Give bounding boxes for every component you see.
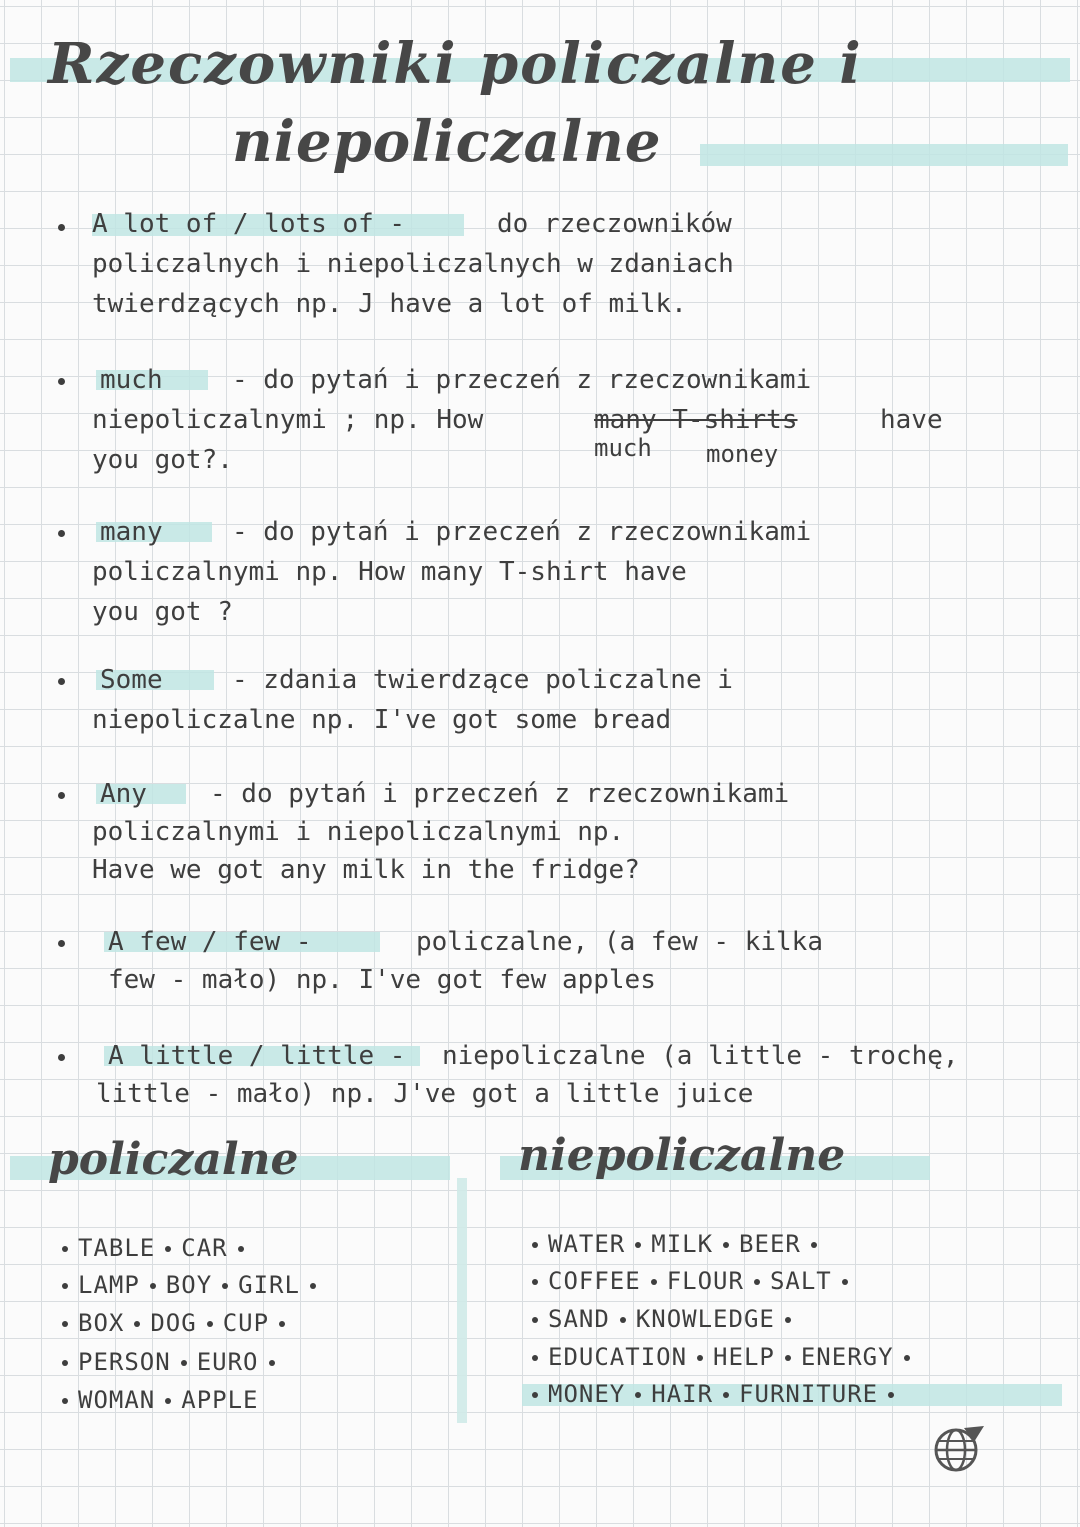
- word: DOG: [150, 1309, 197, 1337]
- bullet: [58, 1054, 65, 1061]
- separator-dot: [181, 1360, 187, 1366]
- page-title-line-2: niepoliczalne: [232, 109, 662, 175]
- separator-dot: [165, 1246, 171, 1252]
- rule-text: policzalnymi i niepoliczalnymi np.: [92, 817, 625, 847]
- word: PERSON: [78, 1348, 171, 1376]
- word-row: [62, 1231, 254, 1265]
- word: LAMP: [78, 1271, 140, 1299]
- word: MONEY: [548, 1380, 626, 1408]
- word-row: [62, 1345, 285, 1379]
- rule-text: do rzeczowników: [497, 209, 732, 239]
- globe-icon: [930, 1420, 986, 1476]
- rule-text: policzalnych i niepoliczalnych w zdaniach: [92, 249, 734, 279]
- rule-text: policzalnymi np. How many T-shirt have: [92, 557, 687, 587]
- word: BOY: [165, 1271, 213, 1299]
- separator-dot: [723, 1392, 729, 1398]
- separator-dot: [723, 1242, 729, 1248]
- word: CUP: [222, 1309, 270, 1337]
- word: EDUCATION: [548, 1343, 688, 1371]
- separator-dot: [134, 1321, 140, 1327]
- bullet: [532, 1317, 538, 1323]
- word-row: [62, 1383, 259, 1417]
- word-row: [532, 1340, 920, 1374]
- rule-keyword: many: [100, 517, 163, 547]
- word: FURNITURE: [739, 1380, 879, 1408]
- column-divider: [457, 1178, 467, 1423]
- rule-text: - do pytań i przeczeń z rzeczownikami: [232, 365, 812, 395]
- word: KNOWLEDGE: [635, 1305, 775, 1333]
- rule-text: niepoliczalnymi ; np. How: [92, 405, 484, 435]
- separator-dot: [620, 1317, 626, 1323]
- word: EURO: [196, 1348, 259, 1376]
- correction-word: much: [594, 434, 652, 462]
- word: BEER: [739, 1230, 801, 1258]
- rule-text: niepoliczalne (a little - trochę,: [442, 1041, 959, 1071]
- rule-text: few - mało) np. I've got few apples: [108, 965, 656, 995]
- word: WATER: [548, 1230, 626, 1258]
- separator-dot: [279, 1321, 285, 1327]
- separator-dot: [904, 1355, 910, 1361]
- word-row: [532, 1302, 801, 1336]
- bullet: [58, 940, 65, 947]
- rule-text: - zdania twierdzące policzalne i: [232, 665, 733, 695]
- word: WOMAN: [78, 1386, 156, 1414]
- rule-keyword: much: [100, 365, 163, 395]
- bullet: [62, 1360, 68, 1366]
- separator-dot: [651, 1279, 657, 1285]
- separator-dot: [635, 1242, 641, 1248]
- word-row: [532, 1227, 827, 1261]
- rule-text: Have we got any milk in the fridge?: [92, 855, 640, 885]
- rule-text: little - mało) np. J've got a little juice: [96, 1079, 754, 1109]
- rule-text: have: [880, 405, 943, 435]
- word: GIRL: [238, 1271, 300, 1299]
- separator-dot: [222, 1283, 228, 1289]
- separator-dot: [207, 1321, 213, 1327]
- bullet: [58, 530, 65, 537]
- bullet: [532, 1242, 538, 1248]
- separator-dot: [269, 1360, 275, 1366]
- word-row: [62, 1268, 326, 1302]
- rule-keyword: A few / few -: [108, 927, 312, 957]
- word: SAND: [548, 1305, 610, 1333]
- separator-dot: [785, 1317, 791, 1323]
- rule-keyword: A little / little -: [108, 1041, 406, 1071]
- bullet: [532, 1355, 538, 1361]
- struck-text: many T-shirts: [594, 405, 798, 435]
- word: SALT: [769, 1267, 832, 1295]
- bullet: [62, 1321, 68, 1327]
- separator-dot: [754, 1279, 760, 1285]
- word: TABLE: [78, 1234, 156, 1262]
- word: HAIR: [651, 1380, 714, 1408]
- rule-text: niepoliczalne np. I've got some bread: [92, 705, 672, 735]
- separator-dot: [785, 1355, 791, 1361]
- word: FLOUR: [666, 1267, 744, 1295]
- word: CAR: [181, 1234, 228, 1262]
- separator-dot: [888, 1392, 894, 1398]
- word-row: [532, 1377, 904, 1411]
- page-title-line-1: Rzeczowniki policzalne i: [48, 31, 863, 97]
- separator-dot: [635, 1392, 641, 1398]
- rule-text: twierdzących np. J have a lot of milk.: [92, 289, 687, 319]
- word-row: [62, 1306, 295, 1340]
- bullet: [62, 1246, 68, 1252]
- separator-dot: [238, 1246, 244, 1252]
- rule-text: - do pytań i przeczeń z rzeczownikami: [210, 779, 790, 809]
- separator-dot: [811, 1242, 817, 1248]
- word: MILK: [651, 1230, 714, 1258]
- rule-text: you got?.: [92, 445, 233, 475]
- bullet: [62, 1398, 68, 1404]
- bullet: [58, 792, 65, 799]
- uncountable-heading: niepoliczalne: [518, 1130, 846, 1181]
- bullet: [58, 678, 65, 685]
- rule-text: you got ?: [92, 597, 233, 627]
- separator-dot: [165, 1398, 171, 1404]
- rule-keyword: Any: [100, 779, 147, 809]
- word: ENERGY: [800, 1343, 894, 1371]
- rule-keyword: Some: [100, 665, 163, 695]
- correction-word: money: [706, 440, 779, 468]
- rule-text: - do pytań i przeczeń z rzeczownikami: [232, 517, 812, 547]
- title-highlight-2: [700, 144, 1068, 166]
- word-row: [532, 1264, 858, 1298]
- word: COFFEE: [548, 1267, 641, 1295]
- separator-dot: [310, 1283, 316, 1289]
- separator-dot: [150, 1283, 156, 1289]
- word: APPLE: [181, 1386, 259, 1414]
- word: BOX: [78, 1309, 125, 1337]
- bullet: [62, 1283, 68, 1289]
- rule-text: policzalne, (a few - kilka: [416, 927, 823, 957]
- countable-heading: policzalne: [48, 1134, 299, 1185]
- rule-keyword: A lot of / lots of -: [92, 209, 406, 239]
- bullet: [532, 1392, 538, 1398]
- bullet: [532, 1279, 538, 1285]
- word: HELP: [713, 1343, 775, 1371]
- bullet: [58, 378, 65, 385]
- separator-dot: [842, 1279, 848, 1285]
- separator-dot: [697, 1355, 703, 1361]
- bullet: [58, 224, 65, 231]
